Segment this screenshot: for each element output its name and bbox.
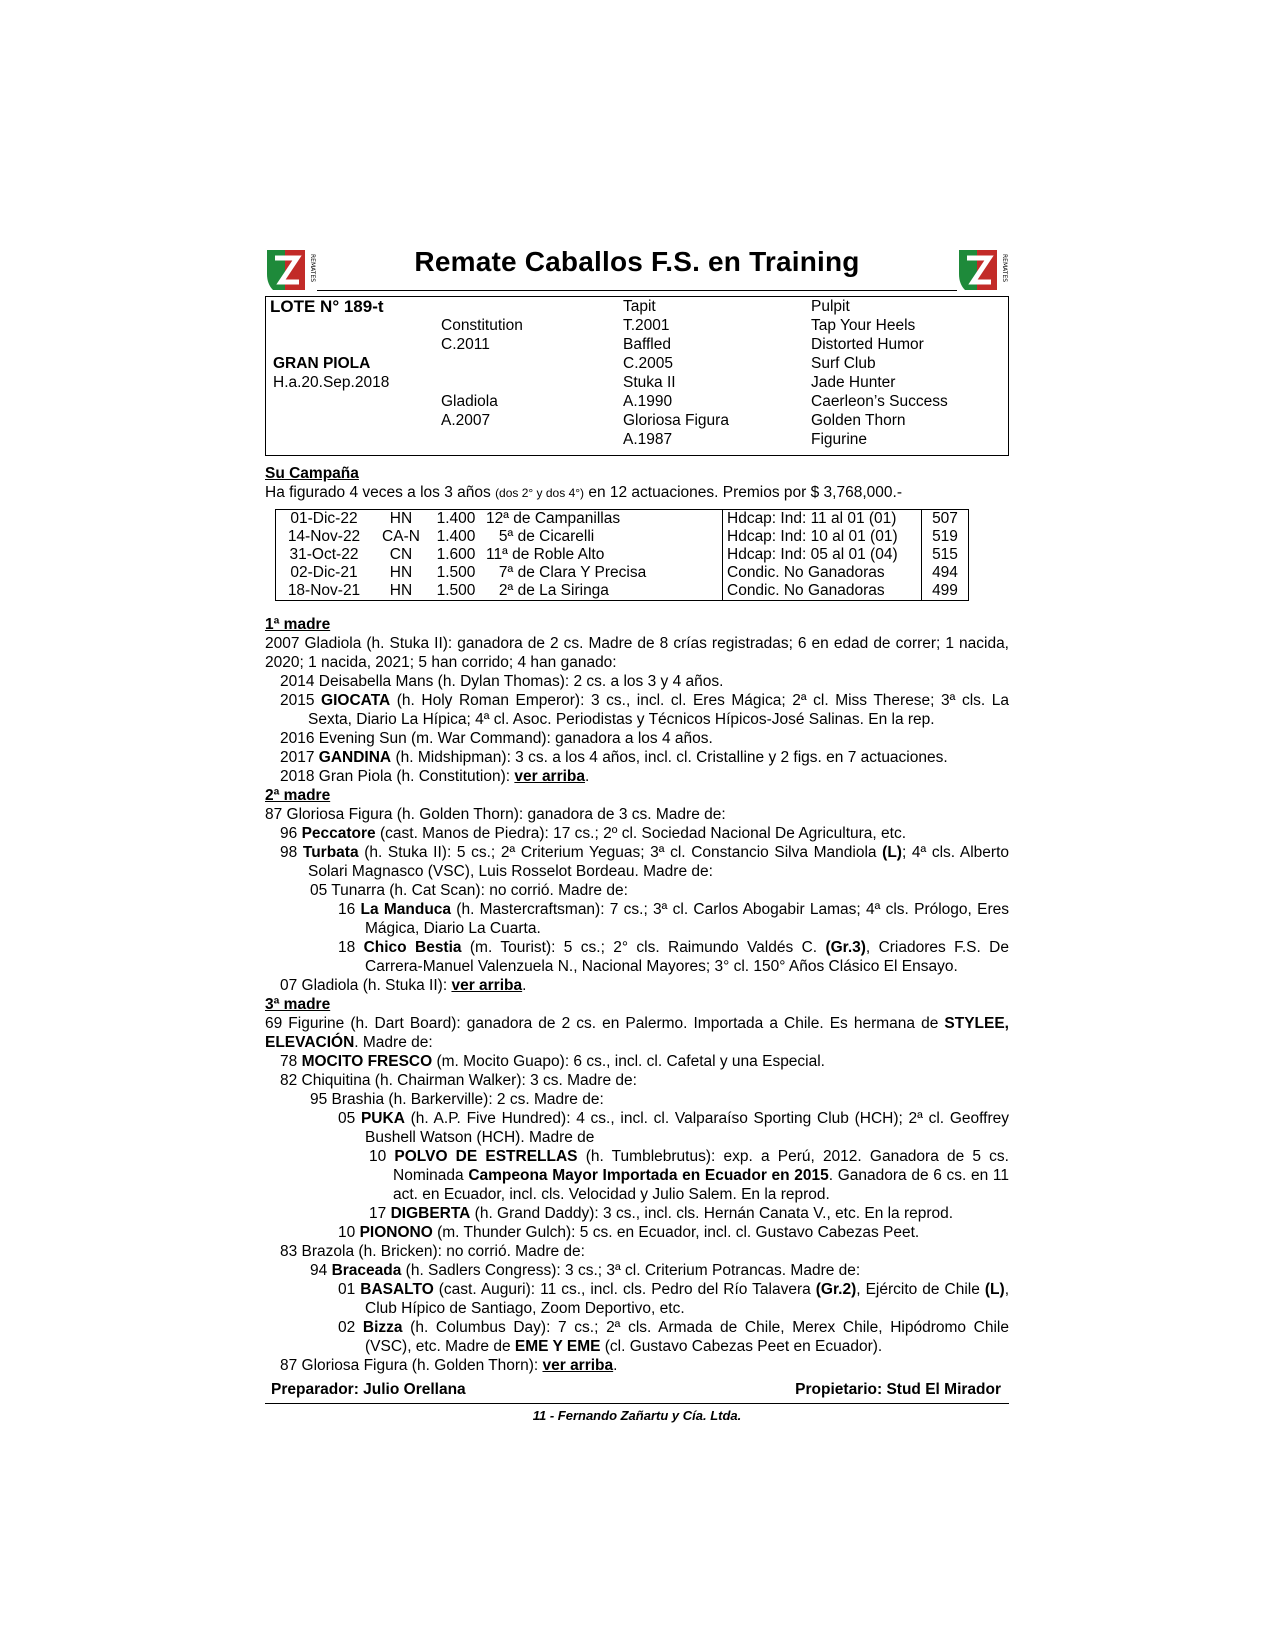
horse-info: H.a.20.Sep.2018: [273, 374, 390, 391]
third-dam-section: [265, 995, 1009, 1375]
race-result: 5ª de Cicarelli: [482, 528, 723, 546]
pedigree-col3: Baffled: [623, 336, 671, 353]
race-date: 18-Nov-21: [287, 582, 361, 599]
pedigree-box: [265, 296, 1009, 456]
offspring-entry: 87 Gloriosa Figura (h. Golden Thorn): ver arriba.: [280, 1357, 618, 1374]
race-date: 31-Oct-22: [289, 546, 359, 563]
horse-name: GRAN PIOLA: [273, 355, 371, 372]
page-header: [265, 240, 1009, 292]
pedigree-col3: C.2005: [623, 355, 673, 372]
race-track: HN: [389, 582, 413, 599]
pedigree-col3: Tapit: [623, 298, 656, 315]
race-date: 01-Dic-22: [290, 510, 358, 527]
offspring-entry: 10 PIONONO (m. Thunder Gulch): 5 cs. en Ecuador, incl. cl. Gustavo Cabezas Peet.: [338, 1224, 920, 1241]
race-result: 7ª de Clara Y Precisa: [482, 564, 723, 582]
offspring-entry: 2015 GIOCATA (h. Holy Roman Emperor): 3 cs., incl. cl. Eres Mágica; 2ª cl. Miss Therese; 3ª cls. La Sexta, Diario La Hípica; 4ª cl. Asoc. Periodistas y Técnicos Hípicos-José Salinas. En la rep.: [280, 692, 1010, 728]
table-row: [276, 564, 969, 582]
offspring-entry: 01 BASALTO (cast. Auguri): 11 cs., incl. cls. Pedro del Río Talavera (Gr.2), Ejército de Chile (L), Club Hípico de Santiago, Zoom Deportivo, etc.: [338, 1281, 1009, 1317]
table-row: [276, 528, 969, 546]
pedigree-col3: Stuka II: [623, 374, 676, 391]
race-result: 12ª de Campanillas: [482, 510, 723, 529]
pedigree-col4: Golden Thorn: [811, 412, 906, 429]
dam-year: A.2007: [441, 412, 491, 429]
race-date: 02-Dic-21: [290, 564, 358, 581]
sire-year: C.2011: [441, 336, 490, 353]
offspring-entry: 95 Brashia (h. Barkerville): 2 cs. Madre de:: [310, 1091, 604, 1108]
owner: Propietario: Stud El Mirador: [795, 1381, 1001, 1398]
pedigree-col4: Jade Hunter: [811, 374, 896, 391]
offspring-entry: 83 Brazola (h. Bricken): no corrió. Madre de:: [280, 1243, 585, 1260]
second-dam-section: [265, 786, 1009, 995]
race-date: 14-Nov-22: [287, 528, 361, 545]
trainer: Preparador: Julio Orellana: [271, 1381, 466, 1398]
race-result: 11ª de Roble Alto: [482, 546, 723, 564]
table-row: [276, 582, 969, 601]
offspring-entry: 05 PUKA (h. A.P. Five Hundred): 4 cs., incl. cl. Valparaíso Sporting Club (HCH); 2ª cl. Geoffrey Bushell Watson (HCH). Madre de: [338, 1110, 1009, 1146]
pedigree-col3: Gloriosa Figura: [623, 412, 729, 429]
pedigree-col3: T.2001: [623, 317, 670, 334]
page-title: Remate Caballos F.S. en Training: [414, 246, 860, 277]
race-result: 2ª de La Siringa: [482, 582, 723, 601]
race-distance: 1.400: [436, 528, 476, 545]
offspring-entry: 2014 Deisabella Mans (h. Dylan Thomas): 2 cs. a los 3 y 4 años.: [280, 673, 724, 690]
offspring-entry: 2016 Evening Sun (m. War Command): ganadora a los 4 años.: [280, 730, 713, 747]
footer-rule: [265, 1403, 1009, 1404]
offspring-entry: 2018 Gran Piola (h. Constitution): ver arriba.: [280, 768, 590, 785]
race-rating: 519: [932, 528, 958, 545]
race-distance: 1.500: [436, 564, 476, 581]
third-dam-intro: 69 Figurine (h. Dart Board): ganadora de 2 cs. en Palermo. Importada a Chile. Es hermana de STYLEE, ELEVACIÓN. Madre de:: [265, 1015, 1009, 1051]
svg-text:REMATES: REMATES: [309, 254, 316, 283]
pedigree-col4: Tap Your Heels: [811, 317, 916, 334]
campaign-table: [275, 509, 969, 601]
first-dam-title: 1ª madre: [265, 616, 331, 633]
offspring-entry: 96 Peccatore (cast. Manos de Piedra): 17 cs.; 2º cl. Sociedad Nacional De Agricultura, etc.: [280, 825, 907, 842]
page-footer: 11 - Fernando Zañartu y Cía. Ltda.: [532, 1408, 742, 1423]
lot-number: LOTE N° 189-t: [270, 297, 384, 316]
pedigree-col4: Pulpit: [811, 298, 850, 315]
svg-text:REMATES: REMATES: [1001, 254, 1008, 283]
offspring-entry: 10 POLVO DE ESTRELLAS (h. Tumblebrutus): exp. a Perú, 2012. Ganadora de 5 cs. Nominada Campeona Mayor Importada en Ecuador en 2015. Ganadora de 6 cs. en 11 act. en Ecuador, incl. cls. Velocidad y Julio Salem. En la reprod.: [369, 1148, 1009, 1203]
race-rating: 515: [932, 546, 958, 563]
pedigree-col4: Distorted Humor: [811, 336, 924, 353]
zj-remates-logo: [265, 244, 317, 292]
race-track: CN: [389, 546, 413, 563]
first-dam-intro: 2007 Gladiola (h. Stuka II): ganadora de 2 cs. Madre de 8 crías registradas; 6 en edad de correr; 1 nacida, 2020; 1 nacida, 2021; 5 han corrido; 4 han ganado:: [265, 635, 1009, 671]
catalog-page: [265, 240, 1009, 1423]
offspring-entry: 98 Turbata (h. Stuka II): 5 cs.; 2ª Criterium Yeguas; 3ª cl. Constancio Silva Mandiola (L); 4ª cls. Alberto Solari Magnasco (VSC), Luis Rosselot Bordeau. Madre de:: [280, 844, 1009, 880]
offspring-entry: 82 Chiquitina (h. Chairman Walker): 3 cs. Madre de:: [280, 1072, 637, 1089]
race-condition: Condic. No Ganadoras: [723, 582, 922, 601]
campaign-title: Su Campaña: [265, 465, 359, 482]
race-condition: Condic. No Ganadoras: [723, 564, 922, 582]
second-dam-intro: 87 Gloriosa Figura (h. Golden Thorn): ganadora de 3 cs. Madre de:: [265, 806, 726, 823]
offspring-entry: 07 Gladiola (h. Stuka II): ver arriba.: [280, 977, 527, 994]
pedigree-col3: A.1990: [623, 393, 673, 410]
race-distance: 1.500: [436, 582, 476, 599]
race-track: HN: [389, 510, 413, 527]
zj-remates-logo: [957, 244, 1009, 292]
offspring-entry: 94 Braceada (h. Sadlers Congress): 3 cs.; 3ª cl. Criterium Potrancas. Madre de:: [310, 1262, 861, 1279]
footer-credits: [265, 1381, 1009, 1403]
first-dam-section: [265, 615, 1009, 786]
race-rating: 494: [932, 564, 958, 581]
race-track: HN: [389, 564, 413, 581]
pedigree-col4: Figurine: [811, 431, 867, 448]
race-condition: Hdcap: Ind: 05 al 01 (04): [723, 546, 922, 564]
offspring-entry: 16 La Manduca (h. Mastercraftsman): 7 cs.; 3ª cl. Carlos Abogabir Lamas; 4ª cls. Prólogo, Eres Mágica, Diario La Cuarta.: [338, 901, 1009, 937]
dam-name: Gladiola: [441, 393, 498, 410]
second-dam-title: 2ª madre: [265, 787, 331, 804]
race-condition: Hdcap: Ind: 11 al 01 (01): [723, 510, 922, 529]
offspring-entry: 05 Tunarra (h. Cat Scan): no corrió. Madre de:: [310, 882, 628, 899]
race-rating: 499: [932, 582, 958, 599]
race-track: CA-N: [382, 528, 420, 545]
title-underline: [317, 290, 957, 291]
offspring-entry: 02 Bizza (h. Columbus Day): 7 cs.; 2ª cls. Armada de Chile, Merex Chile, Hipódromo Chile (VSC), etc. Madre de EME Y EME (cl. Gustavo Cabezas Peet en Ecuador).: [338, 1319, 1009, 1355]
race-distance: 1.600: [436, 546, 476, 563]
race-condition: Hdcap: Ind: 10 al 01 (01): [723, 528, 922, 546]
race-rating: 507: [932, 510, 958, 527]
table-row: [276, 546, 969, 564]
race-distance: 1.400: [436, 510, 476, 527]
campaign-summary: Ha figurado 4 veces a los 3 años (dos 2° y dos 4°) en 12 actuaciones. Premios por $ 3,768,000.-: [265, 484, 902, 501]
offspring-entry: 78 MOCITO FRESCO (m. Mocito Guapo): 6 cs., incl. cl. Cafetal y una Especial.: [280, 1053, 825, 1070]
offspring-entry: 2017 GANDINA (h. Midshipman): 3 cs. a los 4 años, incl. cl. Cristalline y 2 figs. en 7 actuaciones.: [280, 749, 948, 766]
sire-name: Constitution: [441, 317, 523, 334]
campaign-section: [265, 464, 1009, 601]
table-row: [276, 510, 969, 529]
offspring-entry: 18 Chico Bestia (m. Tourist): 5 cs.; 2° cls. Raimundo Valdés C. (Gr.3), Criadores F.S. De Carrera-Manuel Valenzuela N., Nacional Mayores; 3° cl. 150° Años Clásico El Ensayo.: [338, 939, 1009, 975]
offspring-entry: 17 DIGBERTA (h. Grand Daddy): 3 cs., incl. cls. Hernán Canata V., etc. En la reprod.: [369, 1205, 954, 1222]
pedigree-col4: Caerleon’s Success: [811, 393, 948, 410]
pedigree-col4: Surf Club: [811, 355, 876, 372]
third-dam-title: 3ª madre: [265, 996, 331, 1013]
pedigree-col3: A.1987: [623, 431, 673, 448]
